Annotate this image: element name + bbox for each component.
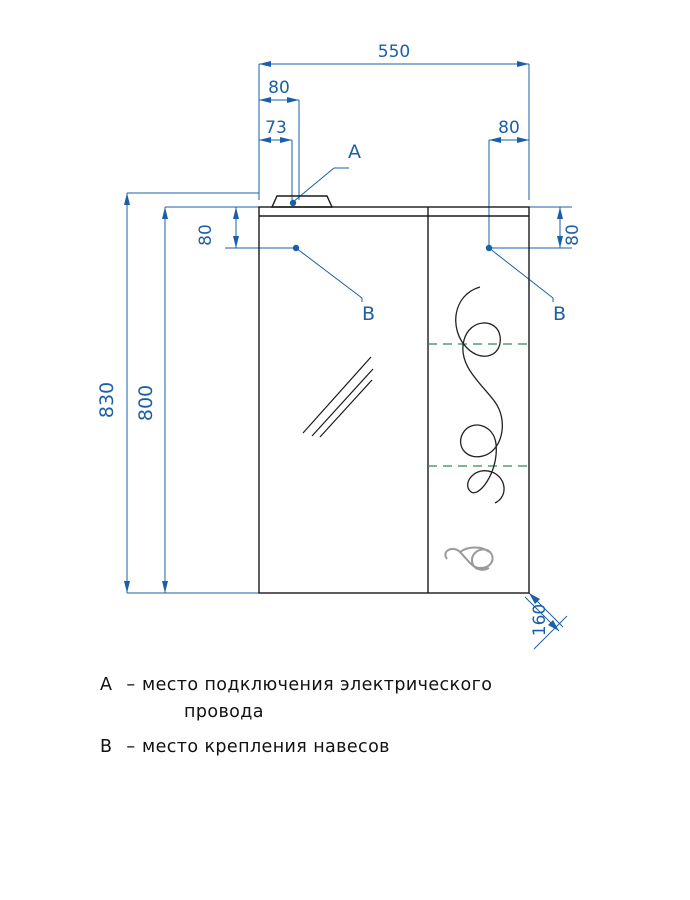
point-a	[290, 200, 296, 206]
legend-text-b: место крепления навесов	[142, 737, 390, 757]
legend	[100, 672, 660, 769]
legend-dash-a: –	[126, 675, 136, 695]
legend-row-a	[100, 672, 660, 726]
label-top-offset-right: 80	[498, 118, 520, 138]
legend-text-a-line2: провода	[184, 702, 264, 722]
callout-label-a: A	[348, 141, 361, 163]
label-overall-width: 550	[377, 42, 411, 62]
label-body-height: 800	[135, 384, 157, 422]
label-cable-offset-left: 73	[265, 118, 287, 138]
legend-text-a-line1: место подключения электрического	[142, 675, 493, 695]
point-b-left	[293, 245, 299, 251]
mirror-glare	[303, 357, 373, 437]
legend-text-a	[142, 672, 660, 726]
point-b-right	[486, 245, 492, 251]
label-top-offset-left: 80	[268, 78, 290, 98]
legend-row-b	[100, 734, 660, 761]
dimension-arrowheads	[124, 61, 563, 631]
dimension-labels	[96, 42, 583, 636]
callout-label-b-left: B	[362, 303, 376, 325]
decor-pattern	[456, 287, 504, 503]
label-mount-offset-right: 80	[563, 224, 583, 246]
legend-key-b: B	[100, 737, 113, 757]
label-mount-offset-left: 80	[196, 224, 216, 246]
label-depth: 160	[530, 603, 550, 637]
callout-label-b-right: B	[553, 303, 567, 325]
legend-key-a: A	[100, 675, 113, 695]
shelf-hidden-lines	[428, 344, 529, 466]
legend-dash-b: –	[126, 737, 136, 757]
label-overall-height: 830	[96, 381, 118, 419]
handle-logo	[445, 548, 492, 570]
